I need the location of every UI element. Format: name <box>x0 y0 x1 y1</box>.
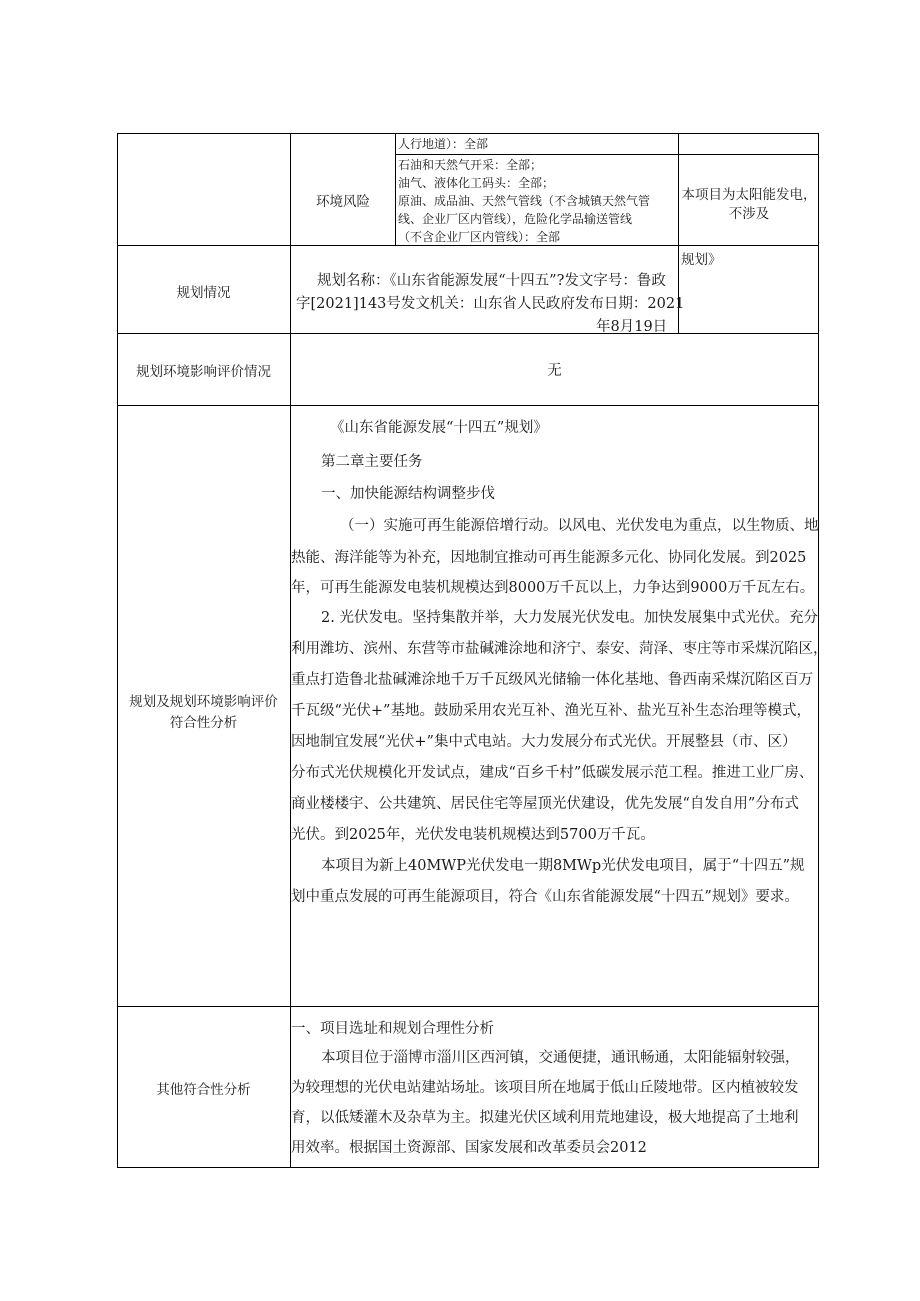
compliance-para-line: 光伏。到2025年，光伏发电装机规模达到5700万千瓦。 <box>291 827 655 843</box>
risk-conclusion: 不涉及 <box>728 206 770 222</box>
compliance-para-line: 利用潍坊、滨州、东营等市盐碱滩涂地和济宁、泰安、菏泽、枣庄等市采煤沉陷区， <box>291 641 828 657</box>
other-para-line: 育，以低矮灌木及杂草为主。拟建光伏区域利用荒地建设，极大地提高了土地利 <box>291 1110 799 1126</box>
risk-line: （不含企业厂区内管线）：全部 <box>398 230 561 244</box>
risk-conclusion: 本项目为太阳能发电， <box>681 187 817 203</box>
risk-line: 原油、成品油、天然气管线（不含城镇天然气管 <box>398 194 651 208</box>
other-para-line: 为较理想的光伏电站建站场址。该项目所在地属于低山丘陵地带。区内植被较发 <box>291 1080 799 1096</box>
risk-line: 石油和天然气开采：全部； <box>398 158 543 172</box>
compliance-para-line: 重点打造鲁北盐碱滩涂地千万千瓦级风光储输一体化基地、鲁西南采煤沉陷区百万 <box>291 672 813 688</box>
plan-info-line: 字[2021]143号发文机关：山东省人民政府发布日期：2021 <box>296 296 685 312</box>
risk-line: 线、企业厂区内管线），危险化学品输送管线 <box>398 212 633 226</box>
compliance-para-line: 年，可再生能源发电装机规模达到8000万千瓦以上，力争达到9000万千瓦左右。 <box>291 580 815 596</box>
plan-info-line: 年8月19日 <box>596 319 668 335</box>
plan-info-line: 规划名称：《山东省能源发展“十四五”?发文字号：鲁政 <box>317 273 666 289</box>
compliance-para-line: 划中重点发展的可再生能源项目，符合《山东省能源发展“十四五”规划》要求。 <box>291 889 799 905</box>
plan-info-overflow: 规划》 <box>681 252 722 268</box>
plan-title: 《山东省能源发展“十四五”规划》 <box>330 420 548 436</box>
row-divider-plan <box>117 333 818 334</box>
compliance-label: 规划及规划环境影响评价 <box>129 694 278 710</box>
risk-line: 油气、液体化工码头：全部； <box>398 176 555 190</box>
plan-eia-value: 无 <box>547 363 562 379</box>
column-divider-sub <box>395 133 396 246</box>
risk-label: 环境风险 <box>316 194 370 210</box>
compliance-label: 符合性分析 <box>169 715 238 731</box>
plan-info-label: 规划情况 <box>176 285 231 301</box>
row-divider-eia <box>117 405 818 406</box>
row-divider-compliance <box>117 1006 818 1007</box>
section-heading: 一、加快能源结构调整步伐 <box>321 486 495 502</box>
other-label: 其他符合性分析 <box>156 1082 251 1098</box>
compliance-para-line: 商业楼楼宇、公共建筑、居民住宅等屋顶光伏建设，优先发展“自发自用”分布式 <box>291 796 799 812</box>
compliance-para-line: 2. 光伏发电。坚持集散并举，大力发展光伏发电。加快发展集中式光伏。充分 <box>321 610 818 626</box>
plan-eia-label: 规划环境影响评价情况 <box>136 364 271 380</box>
compliance-para-line: 本项目为新上40MWP光伏发电一期8MWp光伏发电项目，属于“十四五”规 <box>321 858 805 874</box>
other-para-line: 本项目位于淄博市淄川区西河镇，交通便捷，通讯畅通，太阳能辐射较强， <box>321 1050 800 1066</box>
table-bottom-border <box>117 1167 818 1168</box>
other-para-line: 用效率。根据国土资源部、国家发展和改革委员会2012 <box>291 1140 647 1156</box>
compliance-para-line: 分布式光伏规模化开发试点，建成“百乡千村”低碳发展示范工程。推进工业厂房、 <box>291 765 814 781</box>
compliance-para-line: 千瓦级“光伏+”基地。鼓励采用农光互补、渔光互补、盐光互补生态治理等模式， <box>291 703 811 719</box>
compliance-para-line: 因地制宜发展“光伏+”集中式电站。大力发展分布式光伏。开展整县（市、区） <box>291 734 797 750</box>
sidewalk-content: 人行地道）：全部 <box>398 137 489 151</box>
other-heading: 一、项目选址和规划合理性分析 <box>291 1021 494 1037</box>
compliance-para-line: （一）实施可再生能源倍增行动。以风电、光伏发电为重点，以生物质、地 <box>340 518 819 534</box>
compliance-para-line: 热能、海洋能等为补充，因地制宜推动可再生能源多元化、协同化发展。到2025 <box>291 550 807 566</box>
chapter-heading: 第二章主要任务 <box>321 454 423 470</box>
